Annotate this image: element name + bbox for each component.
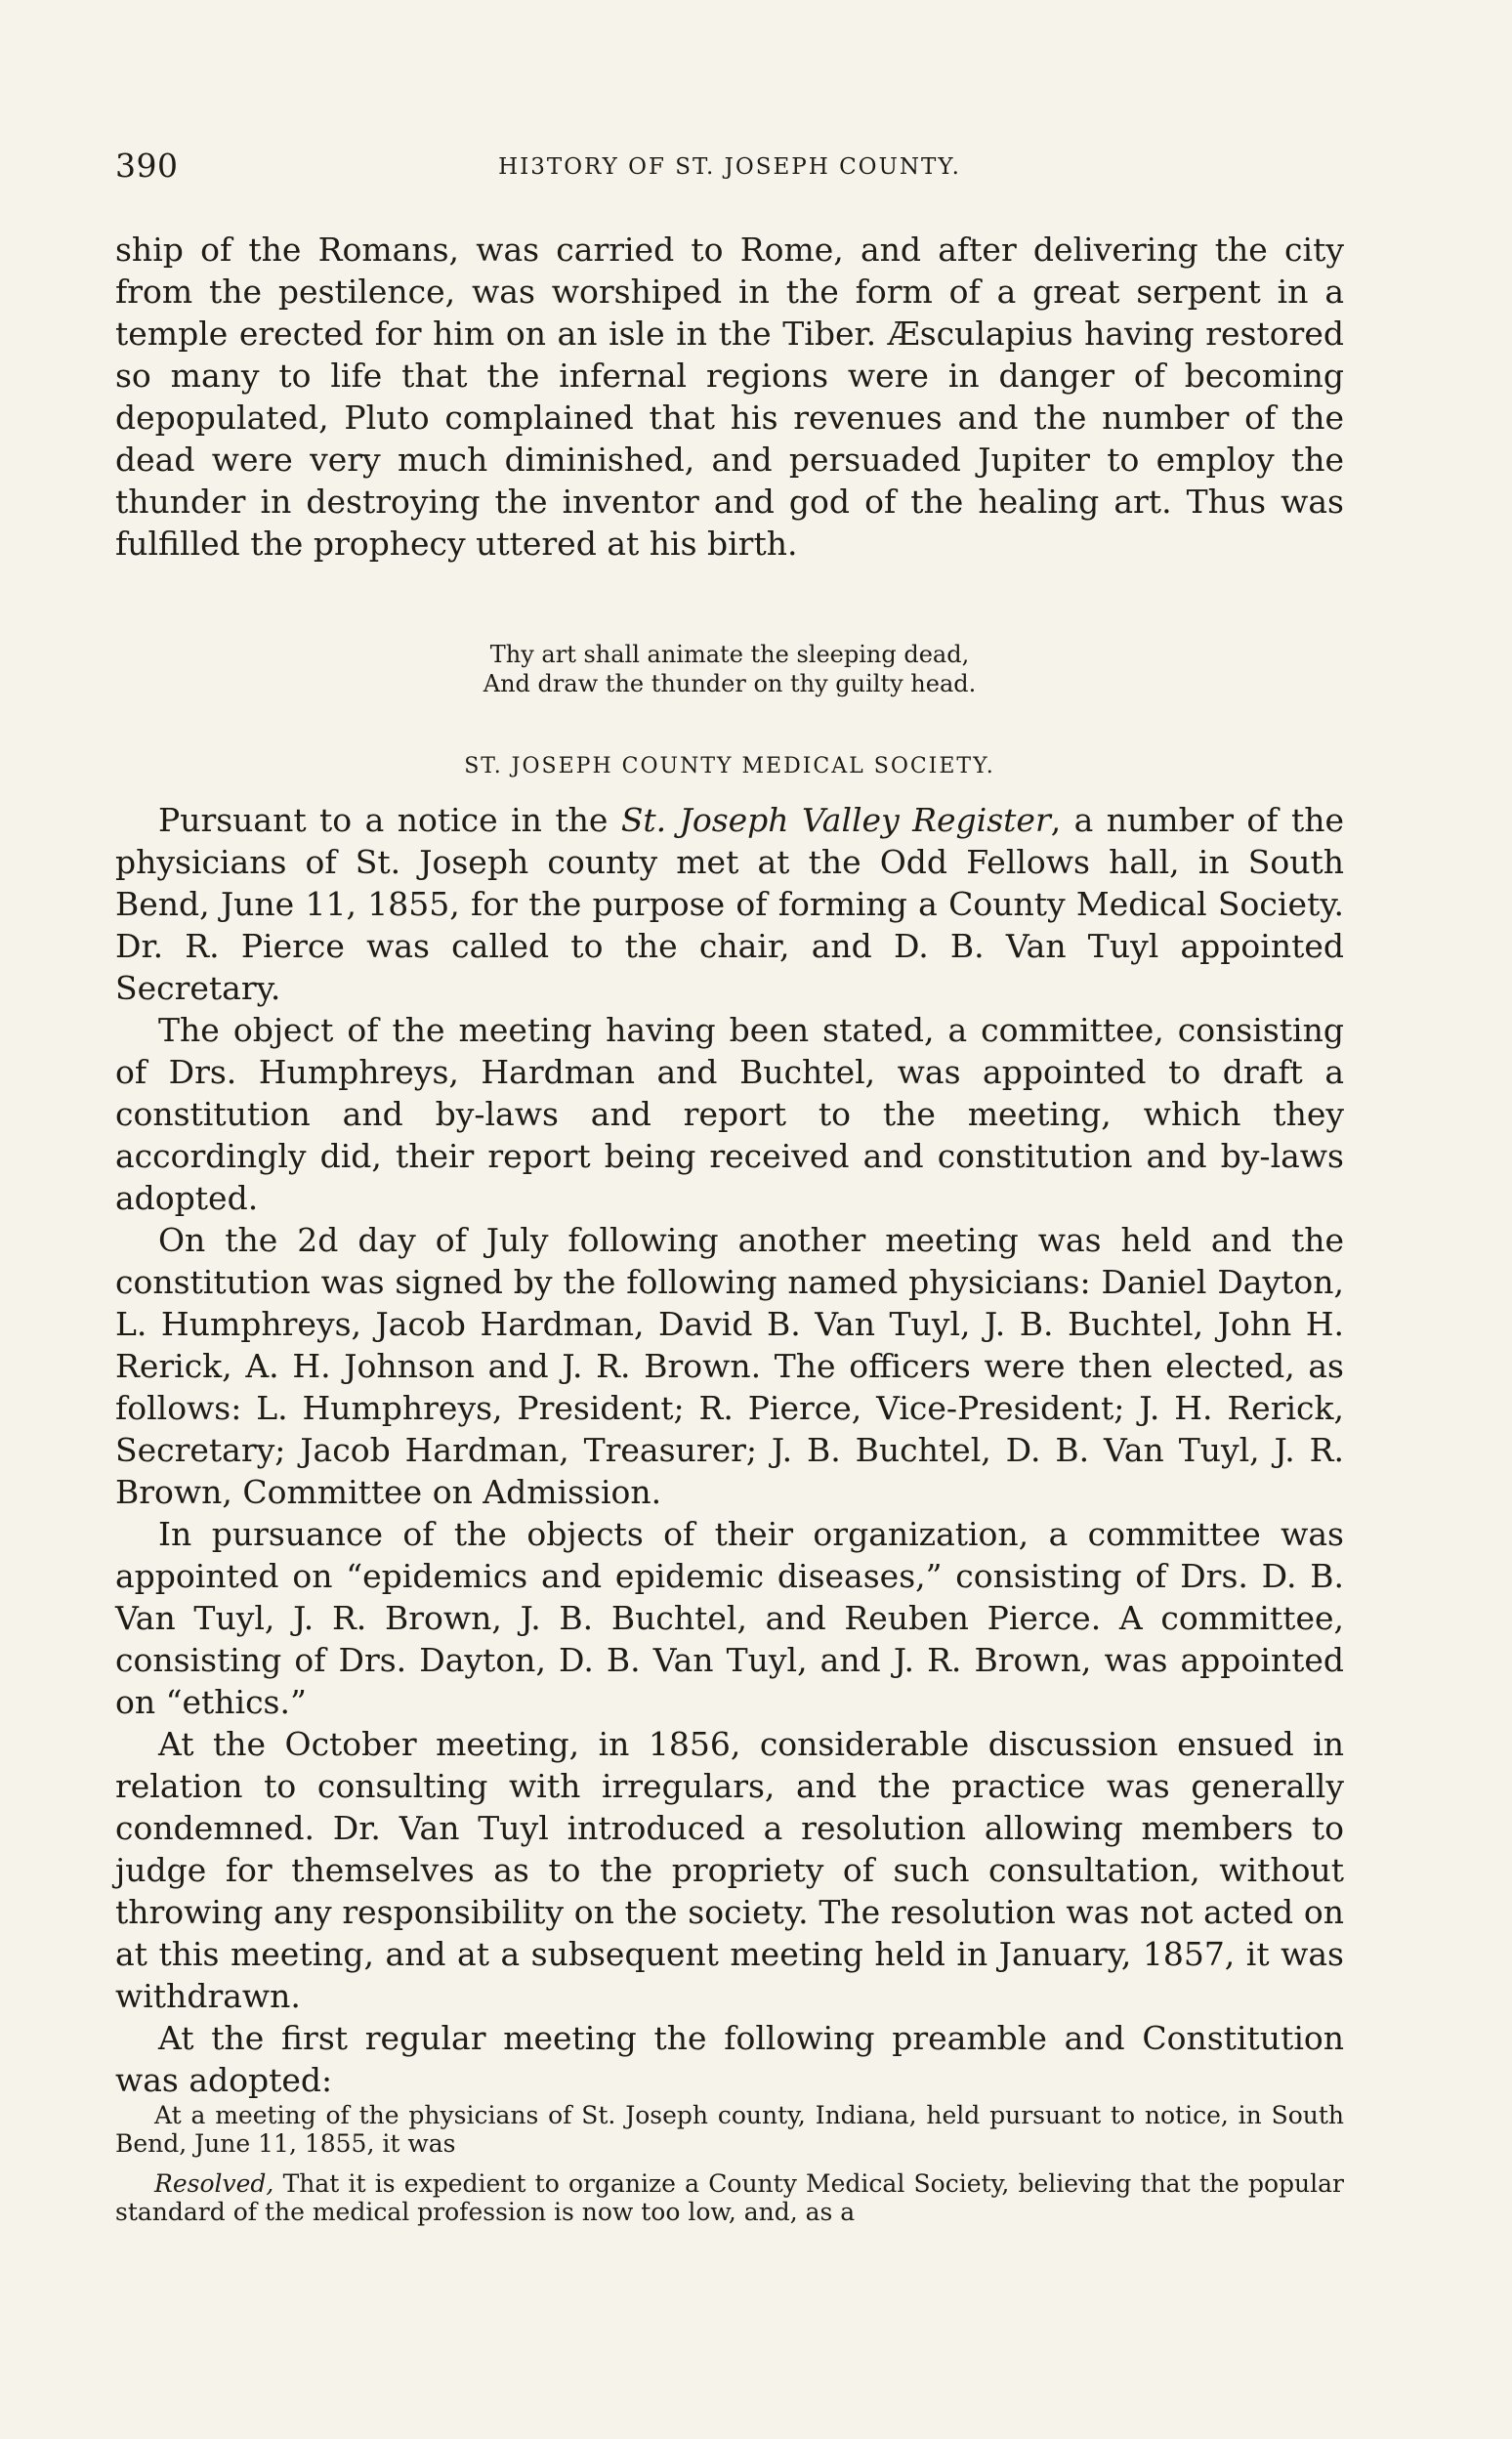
resolution-text — [115, 2169, 1344, 2226]
paragraph-july: On the 2d day of July following another meeting was held and the constitution was signed by the following named physicians: Daniel Dayton, L. Humphreys, Jacob Hardman, David B. Van Tuyl, J. B. Buchtel, John H. Rerick, A. H. Johnson and J. R. Brown. The officers were then elected, as follows: L. Humphreys, President; R. Pierce, Vice-President; J. H. Rerick, Secretary; Jacob Hardman, Treasurer; J. B. Buchtel, D. B. Van Tuyl, J. R. Brown, Committee on Admission. — [115, 1221, 1344, 1511]
page-number: 390 — [115, 147, 179, 185]
section-heading: ST. JOSEPH COUNTY MEDICAL SOCIETY. — [464, 754, 995, 778]
paragraph-first-meeting: At the first regular meeting the following preamble and Constitution was adopted: — [115, 2019, 1344, 2099]
paragraph-pursuant-end: , a number of the physicians of St. Joseph county met at the Odd Fellows hall, in South Bend, June 11, 1855, for the purpose of forming a County Medical Society. Dr. R. Pierce was called to the chair, and D. B. Van Tuyl appointed Secretary. — [115, 801, 1344, 1007]
running-head: HI3TORY OF ST. JOSEPH COUNTY. — [498, 154, 961, 180]
paragraph-october: At the October meeting, in 1856, considerable discussion ensued in relation to consulting with irregulars, and the practice was generally condemned. Dr. Van Tuyl introduced a resolution allowing members to judge for themselves as to the propriety of such consultation, without throwing any responsibility on the society. The resolution was not acted on at this meeting, and at a subsequent meeting held in January, 1857, it was withdrawn. — [115, 1725, 1344, 2015]
resolution-body: That it is expedient to organize a County Medical Society, believing that the popular standard of the medical profession is now too low, and, as a — [115, 2169, 1344, 2226]
preamble-text: At a meeting of the physicians of St. Joseph county, Indiana, held pursuant to notice, in South Bend, June 11, 1855, it was — [115, 2101, 1344, 2158]
poem-line-1: Thy art shall animate the sleeping dead, — [489, 641, 970, 668]
newspaper-title: St. Joseph Valley Register — [620, 801, 1051, 839]
paragraph-pursuant-start: Pursuant to a notice in the — [158, 801, 621, 839]
section-title-wrap — [115, 754, 1344, 778]
paragraph-continuation — [115, 229, 1344, 565]
paragraph-pursuant — [115, 799, 1344, 1009]
page-header — [115, 147, 1344, 186]
section-body — [115, 799, 1344, 2226]
paragraph-aesculapius: ship of the Romans, was carried to Rome, and after delivering the city from the pestilence, was worshiped in the form of a great serpent in a temple erected for him on an isle in the Tiber. Æsculapius having restored so many to life that the infernal regions were in danger of becoming depopulated, Pluto complained that his revenues and the number of the dead were very much diminished, and persuaded Jupiter to employ the thunder in destroying the inventor and god of the healing art. Thus was fulfilled the prophecy uttered at his birth. — [115, 231, 1344, 563]
poem-quote — [115, 640, 1344, 698]
resolved-word: Resolved, — [154, 2169, 274, 2198]
poem-line-2: And draw the thunder on thy guilty head. — [483, 670, 977, 697]
paragraph-pursuance: In pursuance of the objects of their organization, a committee was appointed on “epidemics and epidemic diseases,” consisting of Drs. D. B. Van Tuyl, J. R. Brown, J. B. Buchtel, and Reuben Pierce. A committee, consisting of Drs. Dayton, D. B. Van Tuyl, and J. R. Brown, was appointed on “ethics.” — [115, 1515, 1344, 1721]
paragraph-object: The object of the meeting having been stated, a committee, consisting of Drs. Humphreys, Hardman and Buchtel, was appointed to draft a constitution and by-laws and report to the meeting, which they accordingly did, their report being received and constitution and by-laws adopted. — [115, 1011, 1344, 1217]
